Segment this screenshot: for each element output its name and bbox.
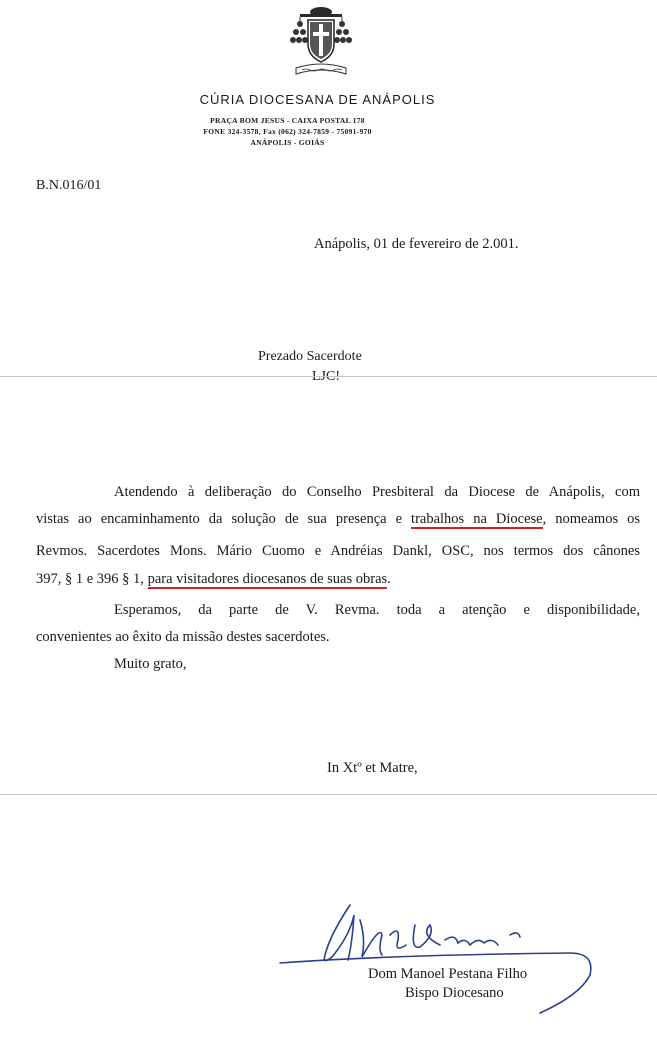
body-text: . [387,571,391,587]
body-text: vistas ao encaminhamento da solução de sua presença e [36,511,412,527]
body-line-1: Atendendo à deliberação do Conselho Presbiteral da Diocese de Anápolis, com [114,484,640,500]
body-line-7: Muito grato, [114,656,187,672]
signer-title: Bispo Diocesano [405,985,504,1001]
highlighted-phrase: trabalhos na Diocese [411,511,543,527]
fold-line [0,376,657,377]
body-line-4 [36,566,640,592]
body-line-5: Esperamos, da parte de V. Revma. toda a atenção e disponibilidade, [114,602,640,618]
salutation-line-2: LJC! [312,369,340,384]
body-text: , nomeamos os [542,511,640,527]
reference-number: B.N.016/01 [36,178,102,193]
body-line-2 [36,506,640,532]
letter-date: Anápolis, 01 de fevereiro de 2.001. [314,236,519,252]
coat-of-arms-icon [286,4,356,80]
body-line-6: convenientes ao êxito da missão destes sacerdotes. [36,629,330,645]
address-line-1: PRAÇA BOM JESUS - CAIXA POSTAL 178 [210,116,365,125]
address-line-3: ANÁPOLIS - GOIÁS [250,138,325,147]
body-text: 397, § 1 e 396 § 1, [36,571,148,587]
address-line-2: FONE 324-3578, Fax (062) 324-7859 - 75091-970 [203,127,372,136]
fold-line [0,794,657,795]
closing-phrase: In Xtº et Matre, [327,760,418,776]
highlighted-phrase: para visitadores diocesanos de suas obras [147,571,388,587]
body-line-3: Revmos. Sacerdotes Mons. Mário Cuomo e Andréias Dankl, OSC, nos termos dos cânones [36,543,640,559]
signer-name: Dom Manoel Pestana Filho [368,966,528,982]
institution-name: CÚRIA DIOCESANA DE ANÁPOLIS [199,92,436,107]
salutation-line-1: Prezado Sacerdote [258,349,362,364]
